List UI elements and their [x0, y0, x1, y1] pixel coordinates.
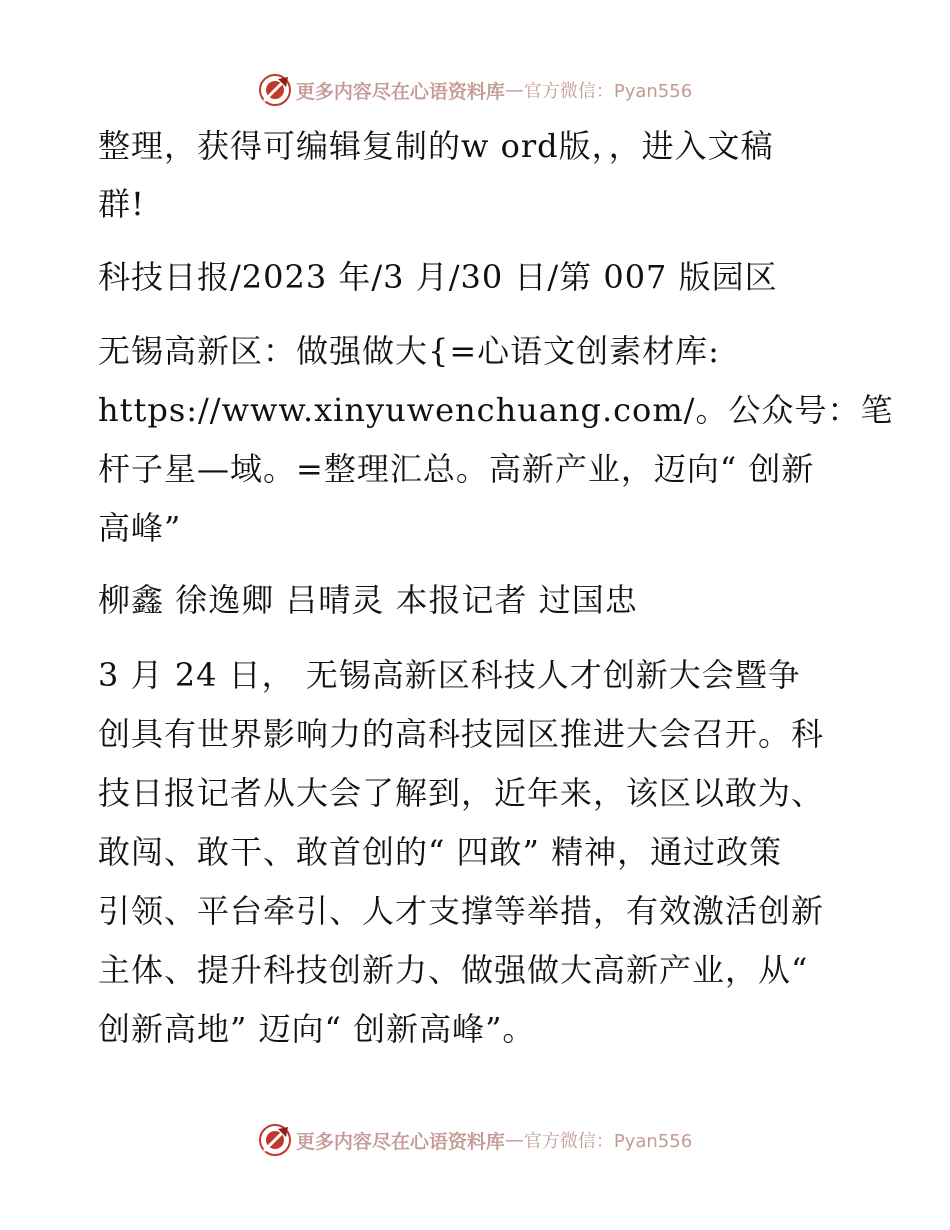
- body-line-1: 3 月 24 日， 无锡高新区科技人才创新大会暨争: [98, 656, 801, 694]
- banner-separator: —: [504, 79, 524, 101]
- banner-wechat-text: 官方微信：Pyan556: [523, 81, 693, 102]
- banner-wechat-text: 官方微信：Pyan556: [523, 1131, 693, 1152]
- intro-line-1: 整理，获得可编辑复制的w ord版，，进入文稿: [98, 127, 774, 165]
- body-line-2: 创具有世界影响力的高科技园区推进大会召开。科: [98, 715, 825, 753]
- headline-line-4: 高峰”: [98, 509, 182, 547]
- headline-line-1: 无锡高新区：做强做大{=心语文创素材库:: [98, 332, 720, 370]
- banner-main-text: 更多内容尽在心语资料库: [295, 1130, 505, 1153]
- author-line: 柳鑫 徐逸卿 吕晴灵 本报记者 过国忠: [98, 581, 638, 619]
- header-watermark-banner: [0, 70, 950, 110]
- body-line-5: 引领、平台牵引、人才支撑等举措，有效激活创新: [98, 892, 825, 930]
- body-line-4: 敢闯、敢干、敢首创的“ 四敢” 精神，通过政策: [98, 833, 783, 871]
- banner-separator: —: [504, 1129, 524, 1151]
- headline-line-2: https://www.xinyuwenchuang.com/。公众号：笔: [98, 391, 894, 429]
- pen-logo-icon: [258, 73, 292, 107]
- headline-line-3: 杆子星—域。=整理汇总。高新产业，迈向“ 创新: [98, 450, 815, 488]
- dateline: 科技日报/2023 年/3 月/30 日/第 007 版园区: [98, 258, 778, 296]
- body-line-3: 技日报记者从大会了解到，近年来，该区以敢为、: [98, 774, 825, 812]
- body-line-7: 创新高地” 迈向“ 创新高峰”。: [98, 1010, 536, 1048]
- pen-logo-icon: [258, 1123, 292, 1157]
- body-line-6: 主体、提升科技创新力、做强做大高新产业，从“: [98, 951, 809, 989]
- intro-line-2: 群!: [98, 185, 145, 223]
- banner-main-text: 更多内容尽在心语资料库: [295, 80, 505, 103]
- footer-watermark-banner: [0, 1120, 950, 1160]
